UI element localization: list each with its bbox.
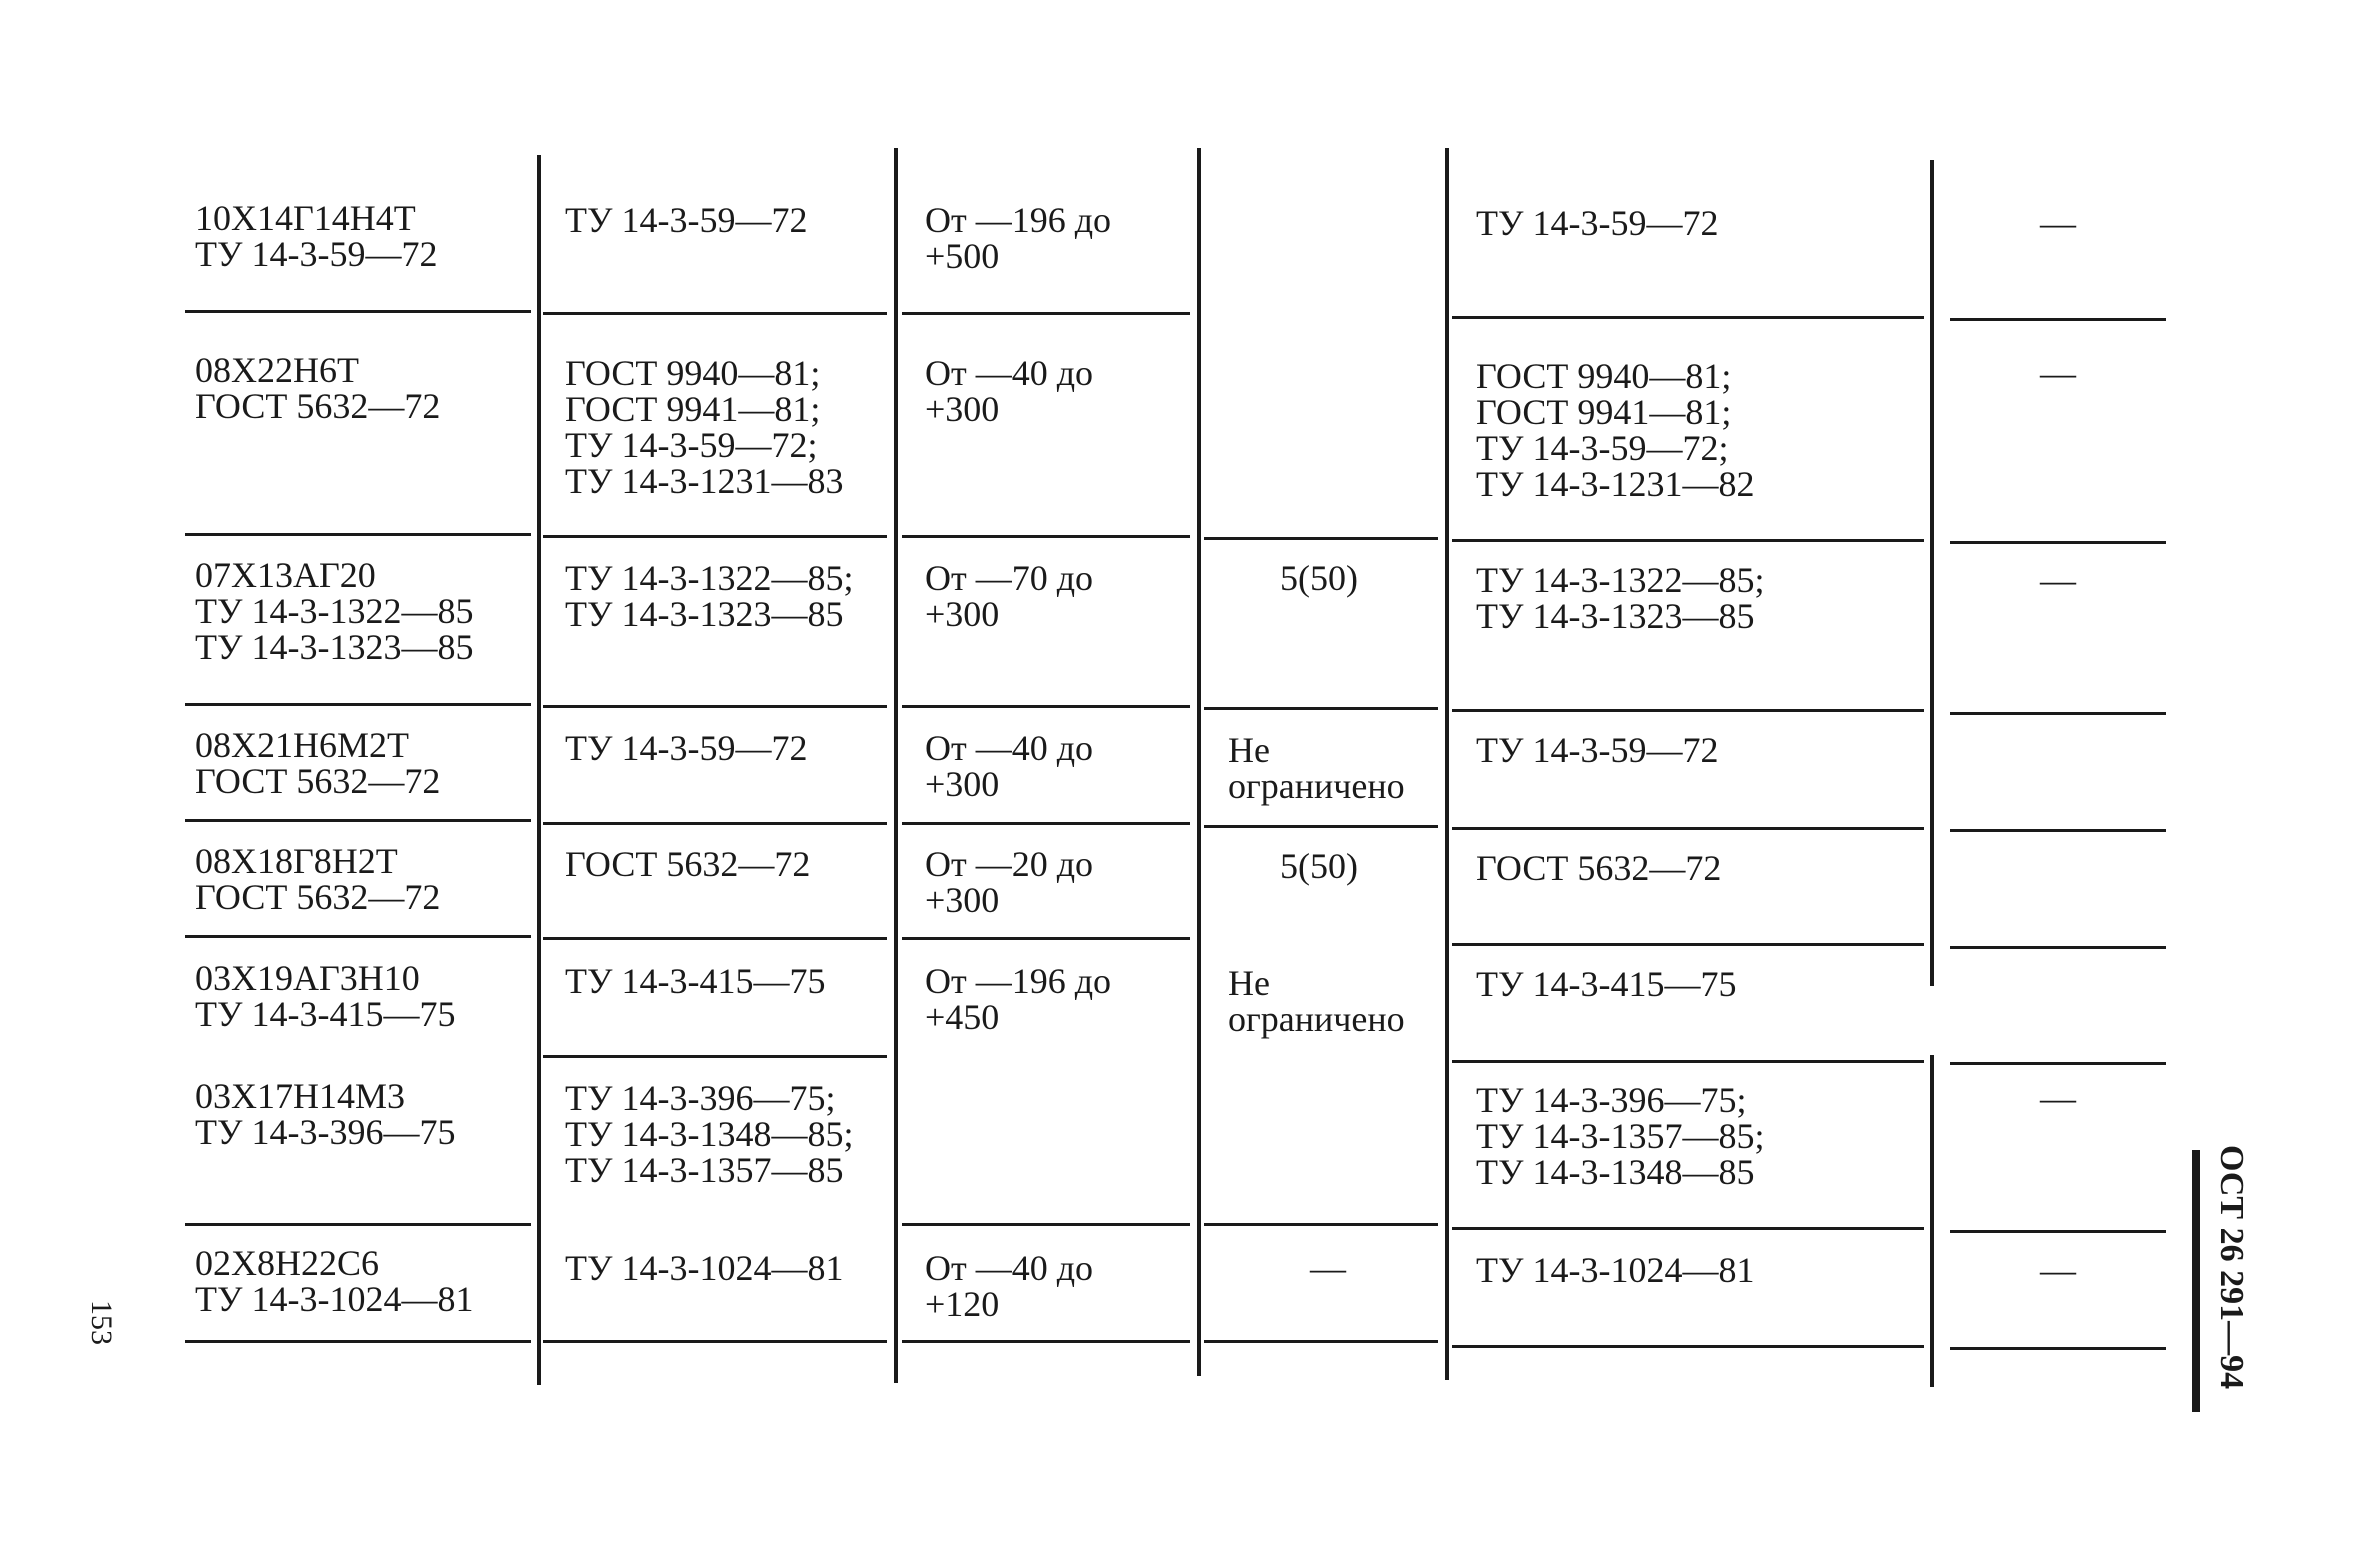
row-rule <box>185 310 531 313</box>
table-row <box>195 1245 473 1317</box>
row-rule <box>1452 827 1924 830</box>
standard-line: ТУ 14-3-1024—81 <box>565 1248 844 1288</box>
temperature-line: +500 <box>925 236 1000 276</box>
row-rule <box>1452 1227 1924 1230</box>
row-rule <box>1950 541 2166 544</box>
temperature-line: +300 <box>925 880 1000 920</box>
row-rule <box>902 535 1190 538</box>
row-rule <box>1950 829 2166 832</box>
table-row <box>195 727 440 799</box>
reference-line: ТУ 14-3-59—72 <box>1476 730 1719 770</box>
reference-cell <box>1476 732 1718 768</box>
row-rule <box>543 705 887 708</box>
row-rule <box>1452 539 1924 542</box>
column-rule-3 <box>1197 148 1201 1376</box>
reference-cell <box>1476 205 1718 241</box>
material-spec: ТУ 14-3-1323—85 <box>195 627 474 667</box>
standard-cell <box>565 1080 853 1188</box>
page-number: 153 <box>85 1300 118 1345</box>
standard-line: ТУ 14-3-1231—83 <box>565 461 844 501</box>
reference-line: ТУ 14-3-1231—82 <box>1476 464 1755 504</box>
row-rule <box>1452 943 1924 946</box>
material-spec: ТУ 14-3-415—75 <box>195 994 456 1034</box>
limit-cell <box>1228 732 1405 804</box>
material-grade: 02Х8Н22С6 <box>195 1243 380 1283</box>
row-rule <box>1204 707 1438 710</box>
standard-line: ГОСТ 9941—81; <box>565 389 821 429</box>
material-spec: ТУ 14-3-396—75 <box>195 1112 456 1152</box>
row-rule <box>1204 1340 1438 1343</box>
reference-cell <box>1476 850 1721 886</box>
temperature-line: +300 <box>925 764 1000 804</box>
temperature-line: От —20 до <box>925 844 1094 884</box>
table-row <box>195 960 455 1032</box>
table-row <box>195 352 440 424</box>
row-rule <box>543 312 887 315</box>
row-rule <box>1950 712 2166 715</box>
standard-line: ГОСТ 5632—72 <box>565 844 811 884</box>
row-rule <box>543 822 887 825</box>
standard-line: ТУ 14-3-1357—85 <box>565 1150 844 1190</box>
reference-line: ГОСТ 9940—81; <box>1476 356 1732 396</box>
reference-line: ТУ 14-3-396—75; <box>1476 1080 1747 1120</box>
standard-line: ТУ 14-3-1323—85 <box>565 594 844 634</box>
material-spec: ГОСТ 5632—72 <box>195 386 441 426</box>
reference-line: ТУ 14-3-1348—85 <box>1476 1152 1755 1192</box>
note-cell: — <box>2040 560 2076 600</box>
material-grade: 08Х22Н6Т <box>195 350 359 390</box>
column-rule-4 <box>1445 148 1449 1380</box>
material-grade: 08Х18Г8Н2Т <box>195 841 398 881</box>
limit-line: ограничено <box>1228 999 1405 1039</box>
row-rule <box>543 937 887 940</box>
table-row <box>195 557 473 665</box>
row-rule <box>543 535 887 538</box>
standard-cell <box>565 846 810 882</box>
temperature-line: +450 <box>925 997 1000 1037</box>
standard-cell <box>565 355 843 499</box>
standard-line: ТУ 14-3-59—72 <box>565 200 808 240</box>
column-rule-5b <box>1930 1055 1934 1387</box>
material-spec: ГОСТ 5632—72 <box>195 761 441 801</box>
standard-line: ТУ 14-3-415—75 <box>565 961 826 1001</box>
material-spec: ТУ 14-3-59—72 <box>195 234 438 274</box>
column-rule-2 <box>894 148 898 1383</box>
row-rule <box>1950 1062 2166 1065</box>
reference-line: ТУ 14-3-59—72; <box>1476 428 1729 468</box>
temperature-line: +300 <box>925 594 1000 634</box>
row-rule <box>902 705 1190 708</box>
limit-cell: — <box>1310 1248 1346 1288</box>
standard-cell <box>565 202 807 238</box>
note-cell: — <box>2040 1250 2076 1290</box>
temperature-line: От —40 до <box>925 728 1094 768</box>
standard-line: ТУ 14-3-1348—85; <box>565 1114 854 1154</box>
temperature-cell <box>925 1250 1093 1322</box>
standard-line: ТУ 14-3-396—75; <box>565 1078 836 1118</box>
temperature-cell <box>925 560 1093 632</box>
temperature-line: От —196 до <box>925 200 1112 240</box>
row-rule <box>185 703 531 706</box>
reference-line: ТУ 14-3-59—72 <box>1476 203 1719 243</box>
temperature-cell <box>925 963 1111 1035</box>
standard-line: ГОСТ 9940—81; <box>565 353 821 393</box>
limit-line: Не <box>1228 963 1270 1003</box>
table-row <box>195 200 437 272</box>
standard-line: ТУ 14-3-59—72; <box>565 425 818 465</box>
column-rule-1 <box>537 155 541 1385</box>
row-rule <box>1950 1347 2166 1350</box>
row-rule <box>185 935 531 938</box>
row-rule <box>1204 825 1438 828</box>
limit-cell <box>1228 965 1405 1037</box>
row-rule <box>1204 537 1438 540</box>
temperature-cell <box>925 202 1111 274</box>
reference-line: ГОСТ 9941—81; <box>1476 392 1732 432</box>
reference-line: ГОСТ 5632—72 <box>1476 848 1722 888</box>
row-rule <box>902 1223 1190 1226</box>
temperature-line: От —70 до <box>925 558 1094 598</box>
reference-line: ТУ 14-3-1024—81 <box>1476 1250 1755 1290</box>
material-grade: 10Х14Г14Н4Т <box>195 198 416 238</box>
temperature-line: +120 <box>925 1284 1000 1324</box>
material-spec: ГОСТ 5632—72 <box>195 877 441 917</box>
table-row <box>195 1078 455 1150</box>
reference-cell <box>1476 358 1754 502</box>
row-rule <box>543 1340 887 1343</box>
table-row <box>195 843 440 915</box>
limit-line: ограничено <box>1228 766 1405 806</box>
row-rule <box>1452 1060 1924 1063</box>
row-rule <box>1950 1230 2166 1233</box>
row-rule <box>1204 1223 1438 1226</box>
note-cell: — <box>2040 203 2076 243</box>
temperature-line: +300 <box>925 389 1000 429</box>
limit-cell <box>1280 560 1358 596</box>
reference-cell <box>1476 562 1764 634</box>
reference-line: ТУ 14-3-1323—85 <box>1476 596 1755 636</box>
column-rule-5 <box>1930 160 1934 986</box>
temperature-cell <box>925 846 1093 918</box>
row-rule <box>1452 709 1924 712</box>
document-code: ОСТ 26 291—94 <box>2213 1145 2250 1390</box>
standard-line: ТУ 14-3-59—72 <box>565 728 808 768</box>
standard-cell <box>565 730 807 766</box>
material-spec: ТУ 14-3-1024—81 <box>195 1279 474 1319</box>
row-rule <box>1950 318 2166 321</box>
standard-cell <box>565 1250 843 1286</box>
limit-line: Не <box>1228 730 1270 770</box>
reference-line: ТУ 14-3-1357—85; <box>1476 1116 1765 1156</box>
reference-cell <box>1476 966 1736 1002</box>
row-rule <box>902 312 1190 315</box>
row-rule <box>185 1340 531 1343</box>
reference-cell <box>1476 1252 1754 1288</box>
row-rule <box>902 937 1190 940</box>
standard-cell <box>565 963 825 999</box>
row-rule <box>1452 316 1924 319</box>
row-rule <box>185 533 531 536</box>
temperature-line: От —40 до <box>925 353 1094 393</box>
material-grade: 03Х17Н14М3 <box>195 1076 406 1116</box>
standard-line: ТУ 14-3-1322—85; <box>565 558 854 598</box>
limit-line: 5(50) <box>1280 846 1358 886</box>
note-cell: — <box>2040 1078 2076 1118</box>
temperature-cell <box>925 355 1093 427</box>
reference-line: ТУ 14-3-415—75 <box>1476 964 1737 1004</box>
reference-cell <box>1476 1082 1764 1190</box>
temperature-line: От —196 до <box>925 961 1112 1001</box>
row-rule <box>902 822 1190 825</box>
document-code-bar <box>2192 1150 2200 1412</box>
note-cell: — <box>2040 353 2076 393</box>
material-grade: 07Х13АГ20 <box>195 555 376 595</box>
temperature-line: От —40 до <box>925 1248 1094 1288</box>
row-rule <box>185 819 531 822</box>
material-grade: 03Х19АГ3Н10 <box>195 958 420 998</box>
row-rule <box>1452 1345 1924 1348</box>
row-rule <box>1950 946 2166 949</box>
material-grade: 08Х21Н6М2Т <box>195 725 409 765</box>
row-rule <box>902 1340 1190 1343</box>
limit-line: 5(50) <box>1280 558 1358 598</box>
limit-cell <box>1280 848 1358 884</box>
standard-cell <box>565 560 853 632</box>
temperature-cell <box>925 730 1093 802</box>
reference-line: ТУ 14-3-1322—85; <box>1476 560 1765 600</box>
material-spec: ТУ 14-3-1322—85 <box>195 591 474 631</box>
row-rule <box>543 1055 887 1058</box>
row-rule <box>185 1223 531 1226</box>
